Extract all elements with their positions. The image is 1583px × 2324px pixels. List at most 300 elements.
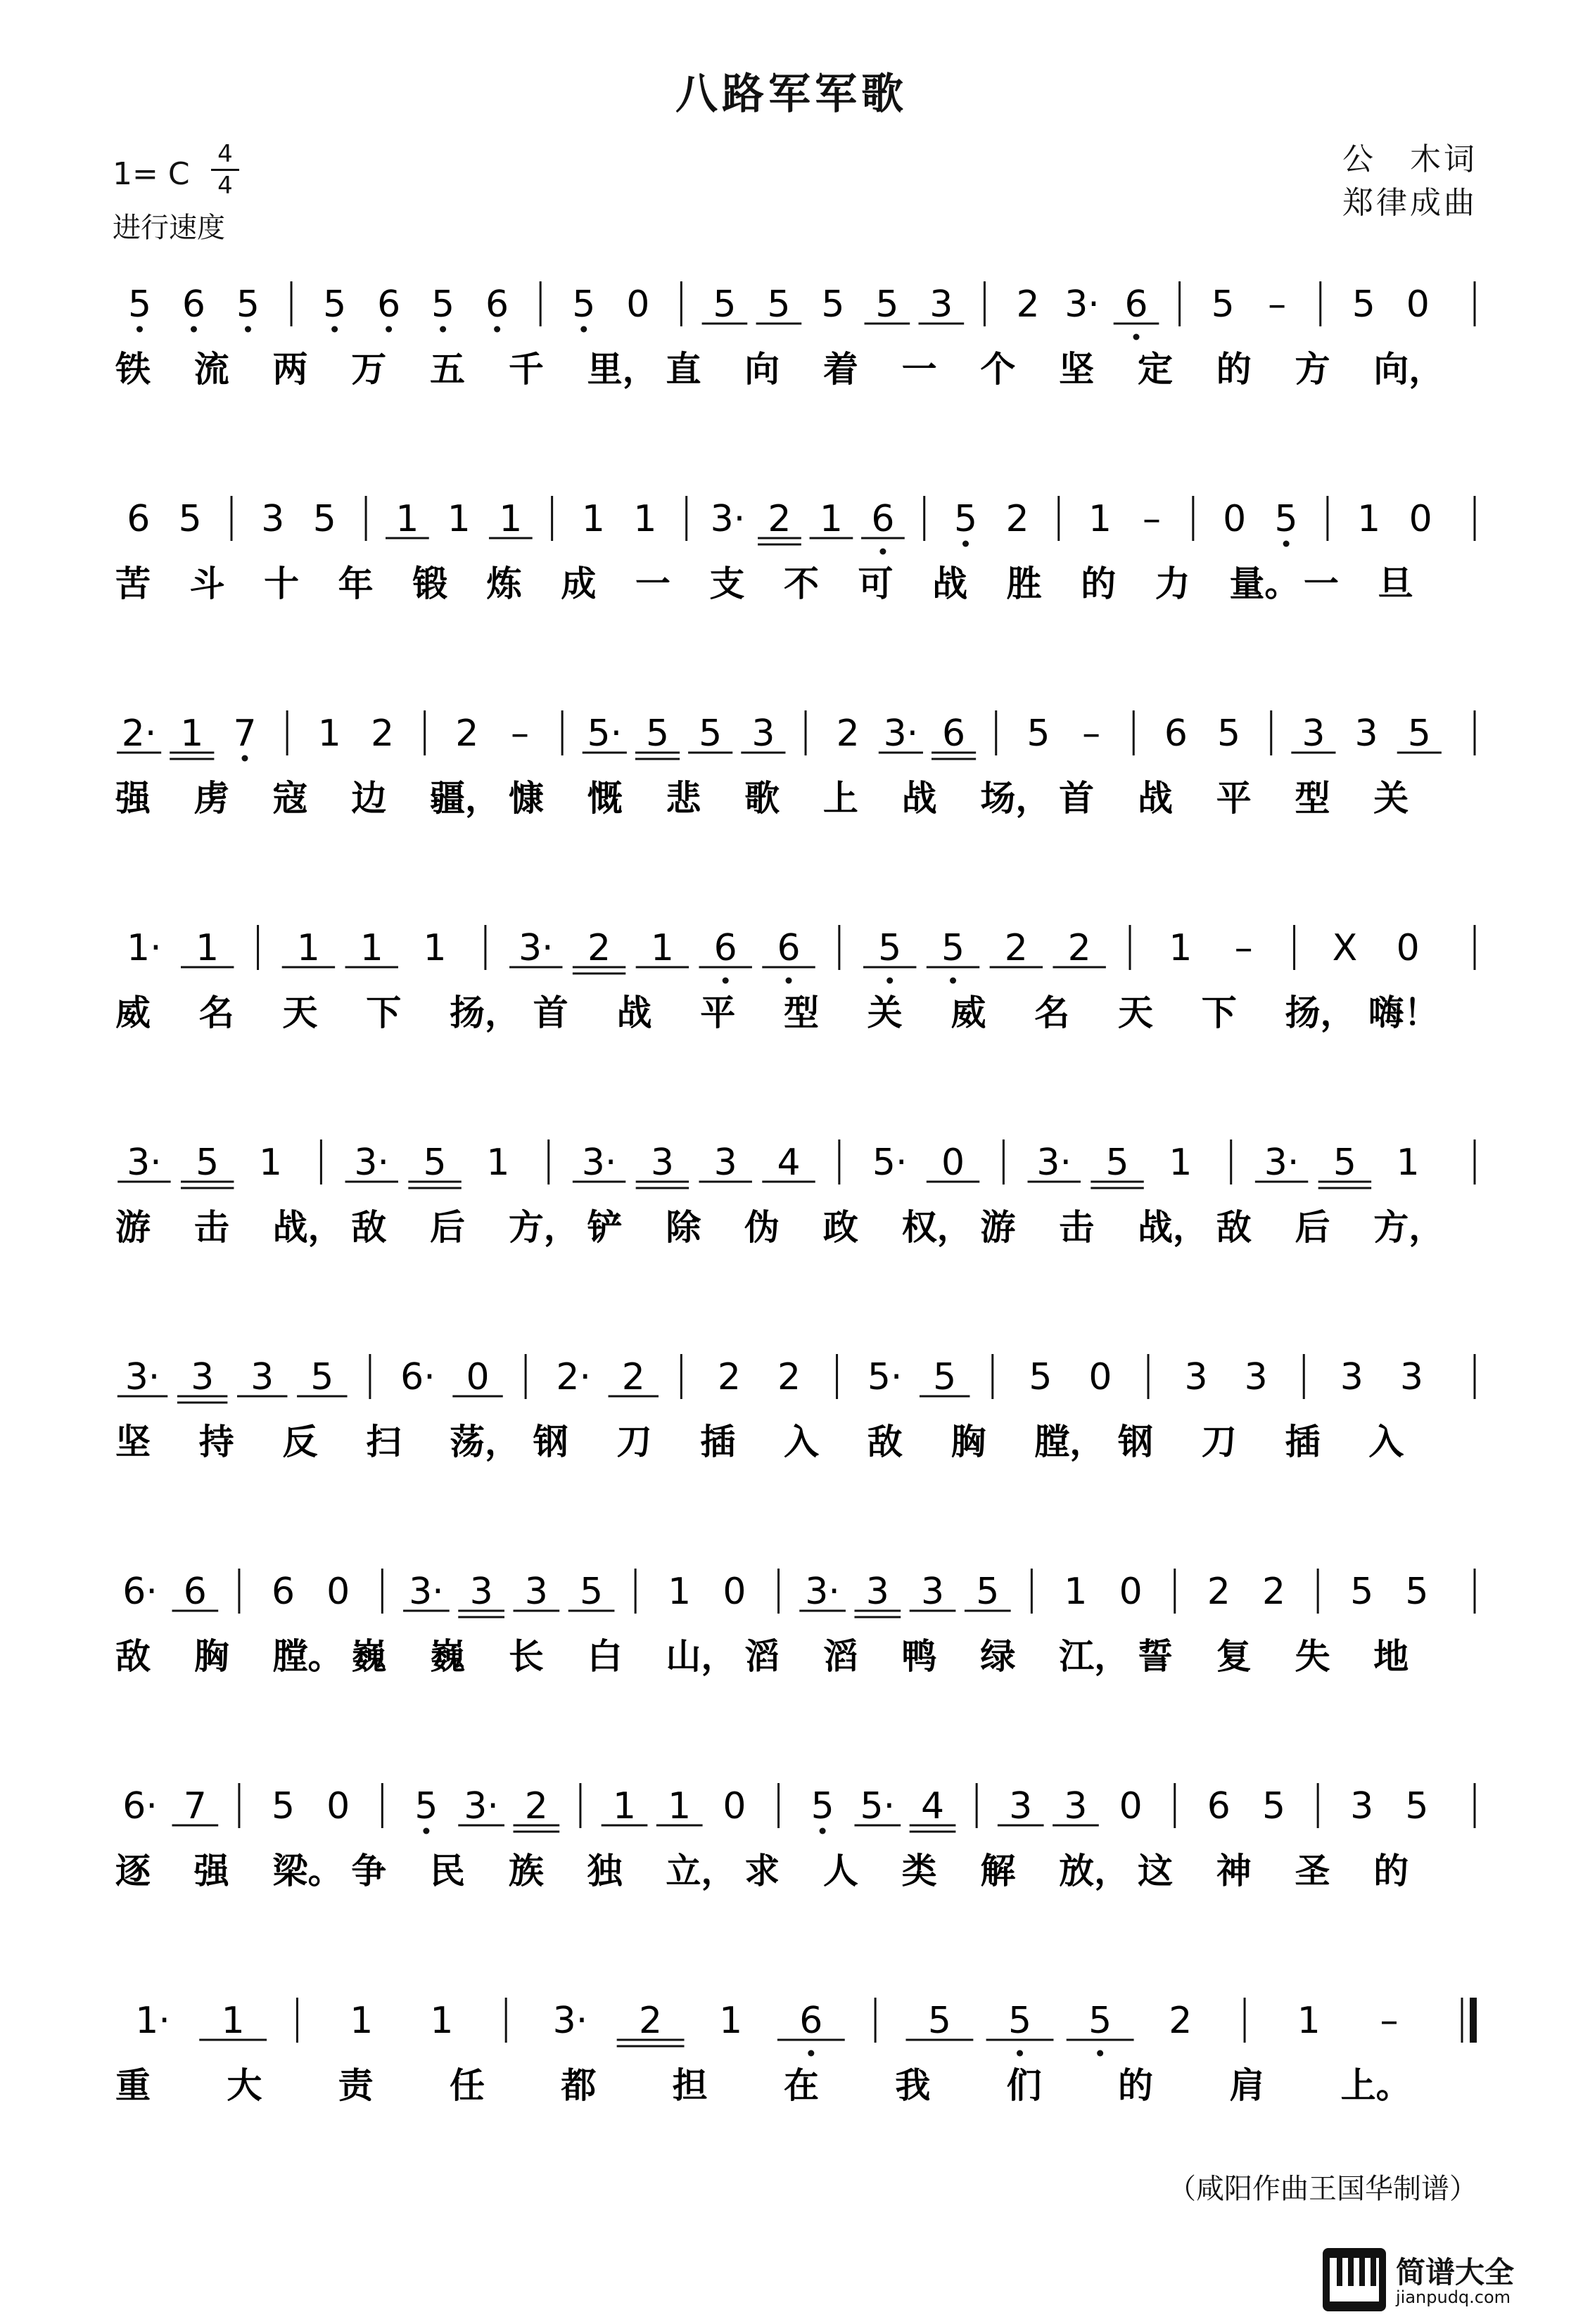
note: 6 [182, 283, 206, 326]
note: 5 [236, 283, 260, 326]
lyric-character: 后 [1295, 1207, 1330, 1248]
note: 4 [777, 1142, 801, 1184]
lyric-character: 山， [666, 1636, 737, 1677]
note: 1 [1169, 927, 1193, 969]
note: 2 [836, 713, 860, 755]
lyric-character: 上 [822, 778, 858, 819]
lyric-character: 梁。 [272, 1851, 343, 1891]
note: 2 [455, 713, 479, 755]
lyric-character: 游 [115, 1207, 151, 1248]
lyric-character: 威 [951, 992, 986, 1033]
note: 5 [645, 713, 670, 755]
lyric-character: 长 [508, 1636, 544, 1677]
note: – [1143, 498, 1162, 540]
lyric-character: 绿 [980, 1636, 1016, 1677]
site-logo [1323, 2248, 1555, 2311]
lyric-character: 关 [867, 992, 903, 1033]
lyric-character: 都 [561, 2065, 597, 2106]
note: 1 [486, 1142, 510, 1184]
lyric-character: 击 [1059, 1207, 1095, 1248]
note: 3 [751, 713, 775, 755]
note: 0 [941, 1142, 965, 1184]
note: 0 [723, 1785, 746, 1827]
lyric-character: 型 [1295, 778, 1330, 819]
note: 3· [125, 1356, 160, 1398]
note: 3· [409, 1571, 444, 1613]
note: 5 [927, 2000, 951, 2042]
lyric-character: 人 [822, 1851, 858, 1891]
note: 1 [581, 498, 605, 540]
note: 0 [326, 1571, 350, 1613]
time-signature-top: 4 [217, 140, 233, 168]
note: 1 [819, 498, 843, 540]
note: 5 [767, 283, 791, 326]
note: 5 [713, 283, 737, 326]
lyric-character: 里， [587, 349, 658, 390]
lyric-character: 钢 [533, 1422, 568, 1462]
note: 6· [400, 1356, 436, 1398]
lyric-character: 名 [1034, 992, 1070, 1033]
lyric-character: 嗨！ [1368, 992, 1439, 1033]
lyric-character: 强 [193, 1851, 229, 1891]
lyric-character: 着 [822, 349, 858, 390]
lyric-character: 敌 [1216, 1207, 1252, 1248]
note: 5· [587, 713, 623, 755]
lyric-character: 立， [666, 1851, 737, 1891]
note: 5 [127, 283, 152, 326]
lyric-character: 敌 [115, 1636, 151, 1677]
octave-dot-low [808, 2050, 814, 2057]
note: 1 [395, 498, 419, 540]
lyric-character: 的 [1081, 563, 1117, 604]
note: 2 [777, 1356, 801, 1398]
note: 1 [1297, 2000, 1321, 2042]
lyric-character: 战 [616, 992, 652, 1033]
note: 5 [699, 713, 723, 755]
note: 3· [1264, 1142, 1299, 1184]
octave-dot-low [1133, 334, 1140, 340]
lyric-character: 我 [895, 2065, 931, 2106]
note: 5 [323, 283, 347, 326]
note: 3· [552, 2000, 588, 2042]
lyric-character: 的 [1373, 1851, 1409, 1891]
note: 6 [942, 713, 966, 755]
note: 3· [1064, 283, 1100, 326]
lyric-character: 地 [1373, 1636, 1409, 1677]
lyric-character: 场， [980, 778, 1051, 819]
note: 2 [587, 927, 611, 969]
lyric-character: 虏 [193, 778, 229, 819]
octave-dot-low [1017, 2050, 1023, 2057]
note: 6 [871, 498, 895, 540]
lyric-character: 扫 [366, 1422, 402, 1462]
octave-dot-low [241, 755, 248, 762]
note: 3 [524, 1571, 548, 1613]
lyric-character: 战 [932, 563, 968, 604]
note: 5 [196, 1142, 220, 1184]
note: 3 [1244, 1356, 1268, 1398]
note: 3 [1350, 1785, 1374, 1827]
note: 6 [1164, 713, 1188, 755]
note: 6 [1207, 1785, 1231, 1827]
octave-dot-low [580, 326, 587, 333]
lyric-character: 敌 [351, 1207, 387, 1248]
note: 1 [296, 927, 320, 969]
note: 6 [777, 927, 801, 969]
note: 1 [221, 2000, 245, 2042]
time-signature-bottom: 4 [217, 172, 233, 200]
lyric-character: 坚 [1059, 349, 1095, 390]
lyric-character: 任 [450, 2065, 485, 2106]
note: 5 [1029, 1356, 1053, 1398]
octave-dot-low [423, 1828, 429, 1834]
lyric-character: 胸 [951, 1422, 986, 1462]
lyric-character: 歌 [744, 778, 780, 819]
lyric-character: 扬， [1285, 992, 1356, 1033]
octave-dot-low [723, 978, 729, 984]
lyric-character: 向， [1373, 349, 1444, 390]
note: 3 [1399, 1356, 1423, 1398]
note: 0 [1119, 1785, 1143, 1827]
lyric-character: 方， [508, 1207, 579, 1248]
note: 5 [875, 283, 899, 326]
note: 5 [1405, 1785, 1429, 1827]
octave-dot-low [494, 326, 500, 333]
note: 3· [127, 1142, 162, 1184]
note: 3· [581, 1142, 617, 1184]
lyric-character: 民 [430, 1851, 466, 1891]
note: 1 [196, 927, 220, 969]
note: 5 [821, 283, 845, 326]
note: 6 [271, 1571, 295, 1613]
lyric-character: 江， [1059, 1636, 1130, 1677]
lyric-character: 铲 [587, 1207, 623, 1248]
octave-dot-low [386, 326, 392, 333]
note: 5 [1333, 1142, 1356, 1184]
note: – [1082, 713, 1101, 755]
note: 1 [650, 927, 674, 969]
note: 5 [1350, 1571, 1374, 1613]
lyric-character: 方， [1373, 1207, 1444, 1248]
note: 5 [933, 1356, 957, 1398]
note: – [1380, 2000, 1399, 2042]
lyric-character: 威 [115, 992, 151, 1033]
lyric-character: 直 [666, 349, 701, 390]
lyric-character: 天 [1118, 992, 1153, 1033]
note: 3· [1036, 1142, 1072, 1184]
note: 3 [713, 1142, 737, 1184]
lyric-character: 坚 [115, 1422, 151, 1462]
note: 3 [261, 498, 285, 540]
note: 1 [633, 498, 657, 540]
lyric-character: 下 [1201, 992, 1237, 1033]
note: 1 [350, 2000, 374, 2042]
note: 5 [1405, 1571, 1429, 1613]
lyric-character: 大 [227, 2065, 262, 2106]
note: 5 [810, 1785, 834, 1827]
lyric-character: 伪 [744, 1207, 780, 1248]
lyric-character: 入 [784, 1422, 819, 1462]
octave-dot-low [786, 978, 792, 984]
note: 6 [377, 283, 401, 326]
lyric-character: 慨 [587, 778, 623, 819]
lyric-character: 力 [1155, 563, 1190, 604]
note: 5 [310, 1356, 334, 1398]
note: 2 [524, 1785, 548, 1827]
lyric-character: 钢 [1118, 1422, 1153, 1462]
note: 4 [921, 1785, 945, 1827]
note: 1 [360, 927, 383, 969]
note: 0 [466, 1356, 490, 1398]
note: 5 [1026, 713, 1050, 755]
lyric-character: 肩 [1229, 2065, 1265, 2106]
note: 3· [464, 1785, 499, 1827]
note: 1 [1396, 1142, 1420, 1184]
octave-dot-low [820, 1828, 826, 1834]
note: 6 [485, 283, 509, 326]
lyric-character: 两 [272, 349, 308, 390]
note: 7 [183, 1785, 207, 1827]
note: 0 [1409, 498, 1432, 540]
lyric-character: 滔 [744, 1636, 780, 1677]
lyric-character: 重 [115, 2065, 151, 2106]
note: 1 [1088, 498, 1112, 540]
octave-dot-low [1283, 541, 1290, 547]
lyric-character: 们 [1006, 2065, 1042, 2106]
note: – [1268, 283, 1287, 326]
lyric-character: 入 [1368, 1422, 1404, 1462]
note: 3 [250, 1356, 274, 1398]
note: 2 [639, 2000, 663, 2042]
note: 5· [872, 1142, 908, 1184]
note: 5 [572, 283, 596, 326]
note: 2· [556, 1356, 591, 1398]
note: 2 [370, 713, 395, 755]
lyric-character: 天 [282, 992, 318, 1033]
lyric-character: 关 [1373, 778, 1409, 819]
note: 3 [1340, 1356, 1363, 1398]
lyric-character: 权， [901, 1207, 972, 1248]
lyric-character: 苦 [115, 563, 151, 604]
note: 2 [1016, 283, 1040, 326]
note: 2 [1207, 1571, 1231, 1613]
lyric-character: 个 [980, 349, 1016, 390]
lyric-character: 刀 [616, 1422, 652, 1462]
lyric-character: 放， [1059, 1851, 1130, 1891]
lyric-character: 强 [115, 778, 151, 819]
note: 5 [423, 1142, 447, 1184]
note: 3· [354, 1142, 390, 1184]
lyric-character: 的 [1216, 349, 1252, 390]
note: 3· [518, 927, 554, 969]
lyric-character: 型 [784, 992, 819, 1033]
composer: 郑律成曲 [1342, 185, 1477, 221]
note: 5 [178, 498, 202, 540]
octave-dot-low [136, 326, 143, 333]
lyric-character: 责 [338, 2065, 374, 2106]
note: 5 [941, 927, 965, 969]
lyric-character: 插 [1285, 1422, 1321, 1462]
lyric-character: 可 [858, 563, 894, 604]
lyric-character: 慷 [508, 778, 544, 819]
lyric-character: 失 [1295, 1636, 1330, 1677]
lyric-character: 政 [822, 1207, 858, 1248]
note: 1 [1169, 1142, 1193, 1184]
note: 3 [1184, 1356, 1208, 1398]
lyric-character: 持 [198, 1422, 234, 1462]
note: 6 [183, 1571, 207, 1613]
lyric-character: 流 [193, 349, 229, 390]
note: 6 [1124, 283, 1148, 326]
note: 3 [191, 1356, 215, 1398]
octave-dot-low [886, 978, 893, 984]
tempo-marking: 进行速度 [113, 212, 225, 244]
note: 3 [865, 1571, 889, 1613]
octave-dot-low [191, 326, 197, 333]
lyric-character: 膛， [1034, 1422, 1105, 1462]
note: 5· [867, 1356, 903, 1398]
logo-name: 简谱大全 [1396, 2255, 1515, 2290]
octave-dot-low [879, 549, 886, 555]
lyric-character: 刀 [1201, 1422, 1237, 1462]
lyric-character: 平 [1216, 778, 1252, 819]
lyric-character: 独 [587, 1851, 623, 1891]
lyric-character: 斗 [189, 563, 225, 604]
note: 0 [723, 1571, 746, 1613]
note: 3· [883, 713, 919, 755]
octave-dot-low [1097, 2050, 1103, 2057]
note: 5 [1211, 283, 1235, 326]
note: 5 [1407, 713, 1431, 755]
lyric-character: 不 [784, 563, 819, 604]
octave-dot-low [962, 541, 969, 547]
lyric-character: 战 [1137, 778, 1173, 819]
lyric-character: 一 [1303, 563, 1339, 604]
lyric-character: 一 [635, 563, 670, 604]
note: 5 [1088, 2000, 1112, 2042]
lyric-character: 巍 [430, 1636, 466, 1677]
lyric-character: 巍 [351, 1636, 387, 1677]
lyric-character: 炼 [486, 563, 522, 604]
lyric-character: 鸭 [901, 1636, 937, 1677]
lyric-character: 千 [508, 349, 544, 390]
lyric-character: 圣 [1295, 1851, 1330, 1891]
lyric-character: 寇 [272, 778, 308, 819]
key-signature: 1= C [113, 156, 190, 192]
note: 5 [414, 1785, 438, 1827]
note: 1 [1357, 498, 1381, 540]
note: 5 [312, 498, 336, 540]
octave-dot-low [950, 978, 956, 984]
lyric-character: 首 [533, 992, 568, 1033]
lyric-character: 支 [709, 563, 745, 604]
lyric-character: 滔 [822, 1636, 858, 1677]
note: 1· [135, 2000, 170, 2042]
lyric-character: 争 [351, 1851, 387, 1891]
note: 2· [121, 713, 157, 755]
lyric-character: 十 [264, 563, 300, 604]
note: 3· [710, 498, 746, 540]
lyric-character: 神 [1216, 1851, 1252, 1891]
note: 0 [326, 1785, 350, 1827]
octave-dot-low [331, 326, 338, 333]
lyric-character: 后 [430, 1207, 466, 1248]
note: 1 [317, 713, 341, 755]
note: 1· [127, 927, 162, 969]
note: 0 [1396, 927, 1420, 969]
lyric-character: 战 [901, 778, 937, 819]
lyric-character: 反 [282, 1422, 318, 1462]
lyric-character: 向 [744, 349, 780, 390]
lyric-character: 在 [784, 2065, 819, 2106]
lyric-character: 名 [198, 992, 234, 1033]
lyric-character: 战， [272, 1207, 343, 1248]
lyric-character: 年 [338, 563, 374, 604]
note: 3 [929, 283, 953, 326]
note: 0 [1406, 283, 1430, 326]
lyric-character: 战， [1137, 1207, 1208, 1248]
lyric-character: 边 [351, 778, 387, 819]
note: 6· [122, 1785, 158, 1827]
note: – [510, 713, 529, 755]
octave-dot-low [440, 326, 446, 333]
note: 5 [431, 283, 455, 326]
lyric-character: 上。 [1340, 2065, 1411, 2106]
lyric-character: 除 [666, 1207, 701, 1248]
note: 1 [668, 1785, 692, 1827]
piano-keys-icon [1323, 2248, 1386, 2311]
lyric-character: 五 [430, 349, 466, 390]
lyric-character: 平 [700, 992, 736, 1033]
note: 3 [1354, 713, 1378, 755]
note: 3 [1064, 1785, 1088, 1827]
lyric-character: 求 [744, 1851, 780, 1891]
lyric-character: 胜 [1006, 563, 1042, 604]
lyric-character: 定 [1137, 349, 1173, 390]
lyric-character: 扬， [450, 992, 520, 1033]
note: 6 [713, 927, 737, 969]
lyric-character: 锻 [412, 563, 448, 604]
note: 1 [1064, 1571, 1088, 1613]
lyric-character: 逐 [115, 1851, 151, 1891]
note: 1 [258, 1142, 283, 1184]
note: 0 [1119, 1571, 1143, 1613]
lyric-character: 一 [901, 349, 937, 390]
note: 1 [719, 2000, 743, 2042]
lyric-character: 击 [193, 1207, 229, 1248]
note: 2 [768, 498, 792, 540]
note: 1 [430, 2000, 454, 2042]
lyric-character: 担 [672, 2065, 708, 2106]
note: 2 [1067, 927, 1091, 969]
note: 1 [423, 927, 447, 969]
note: 5 [1007, 2000, 1032, 2042]
lyric-character: 疆， [430, 778, 501, 819]
note: 1 [447, 498, 471, 540]
note: 5 [976, 1571, 1000, 1613]
note: 3· [805, 1571, 840, 1613]
lyric-character: 类 [901, 1851, 937, 1891]
note: 2 [1005, 498, 1029, 540]
note: 7 [233, 713, 257, 755]
lyric-character: 荡， [450, 1422, 520, 1462]
lyric-character: 誓 [1137, 1636, 1173, 1677]
lyric-character: 万 [351, 349, 387, 390]
note: 5 [1105, 1142, 1129, 1184]
note: 6 [127, 498, 151, 540]
lyric-character: 方 [1295, 349, 1330, 390]
note: 6 [799, 2000, 823, 2042]
